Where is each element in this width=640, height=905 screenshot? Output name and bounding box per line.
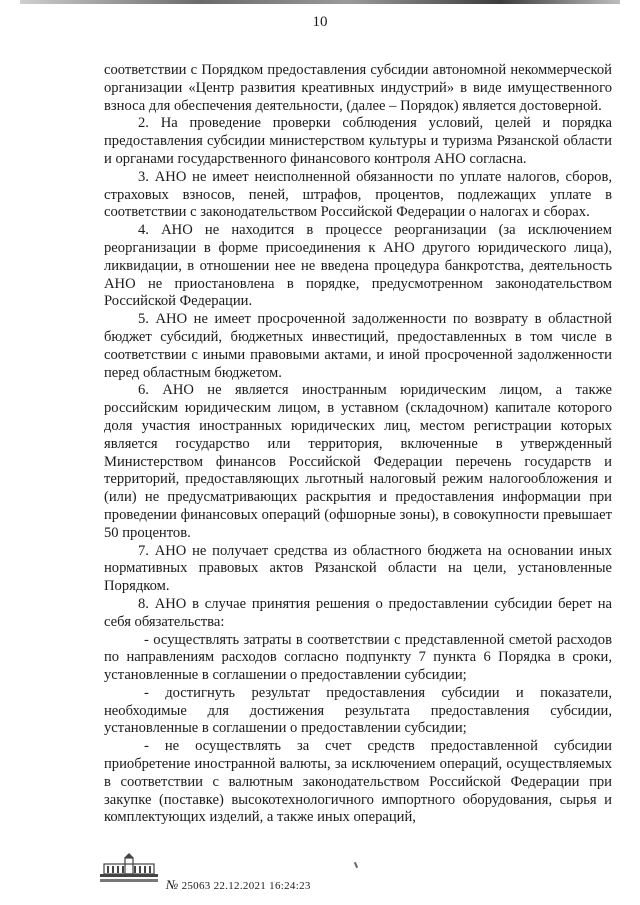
- paragraph-item-5: 5. АНО не имеет просроченной задолженности по возврату в областной бюджет субсидий, бюджетных инвестиций, предоставленных в том числе в соответствии с иными правовыми актами, и иной просроченной задолженности перед областным бюджетом.: [104, 311, 612, 381]
- registration-number-date: 25063 22.12.2021 16:24:23: [181, 880, 311, 892]
- government-building-icon: [98, 852, 160, 884]
- page-number: 10: [312, 14, 328, 30]
- paragraph-item-7: 7. АНО не получает средства из областного бюджета на основании иных нормативных правовых актов Рязанской области на цели, установленные Порядком.: [104, 542, 612, 595]
- paragraph-item-8: 8. АНО в случае принятия решения о предоставлении субсидии берет на себя обязательства:: [104, 595, 612, 630]
- paragraph-item-6: 6. АНО не является иностранным юридическим лицом, а также российским юридическим лицом, в уставном (складочном) капитале которого доля участия иностранных юридических лиц, местом регистрации которых является государство или территория, включенные в утвержденный Министерством финансов Российской Федерации перечень государств и территорий, предоставляющих льготный налоговый режим налогообложения и (или) не предусматривающих раскрытия и предоставления информации при проведении финансовых операций (офшорные зоны), в совокупности превышает 50 процентов.: [104, 382, 612, 541]
- paragraph-item-3: 3. АНО не имеет неисполненной обязанности по уплате налогов, сборов, страховых взносов, пеней, штрафов, процентов, подлежащих уплате в соответствии с законодательством Российской Федерации о налогах и сборах.: [104, 168, 612, 221]
- obligation-costs: - осуществлять затраты в соответствии с представленной сметой расходов по направлениям расходов согласно подпункту 7 пункта 6 Порядка в сроки, установленные в соглашении о предоставлении субсидии;: [104, 631, 612, 684]
- paragraph-continuation: соответствии с Порядком предоставления субсидии автономной некоммерческой организации «Центр развития креативных индустрий» в виде имущественного взноса для обеспечения деятельности, (далее – Порядок) является достоверной.: [104, 62, 612, 114]
- number-sign: №: [166, 877, 179, 892]
- obligation-results: - достигнуть результат предоставления субсидии и показатели, необходимые для достижения результата предоставления субсидии, установленные в соглашении о предоставлении субсидии;: [104, 684, 612, 737]
- paragraph-item-4: 4. АНО не находится в процессе реорганизации (за исключением реорганизации в форме присоединения к АНО другого юридического лица), ликвидации, в отношении нее не введена процедура банкротства, деятельность АНО не приостановлена в порядке, предусмотренном законодательством Российской Федерации.: [104, 222, 612, 310]
- registration-stamp: [166, 877, 311, 893]
- document-body: [104, 62, 612, 827]
- obligation-currency: - не осуществлять за счет средств предоставленной субсидии приобретение иностранной валюты, за исключением операций, осуществляемых в соответствии с валютным законодательством Российской Федерации при закупке (поставке) высокотехнологичного импортного оборудования, сырья и комплектующих изделий, а также иных операций,: [104, 738, 612, 826]
- paragraph-item-2: 2. На проведение проверки соблюдения условий, целей и порядка предоставления субсидии министерством культуры и туризма Рязанской области и органами государственного финансового контроля АНО согласна.: [104, 115, 612, 167]
- registration-footer: [98, 852, 398, 897]
- top-scan-edge: [20, 0, 620, 4]
